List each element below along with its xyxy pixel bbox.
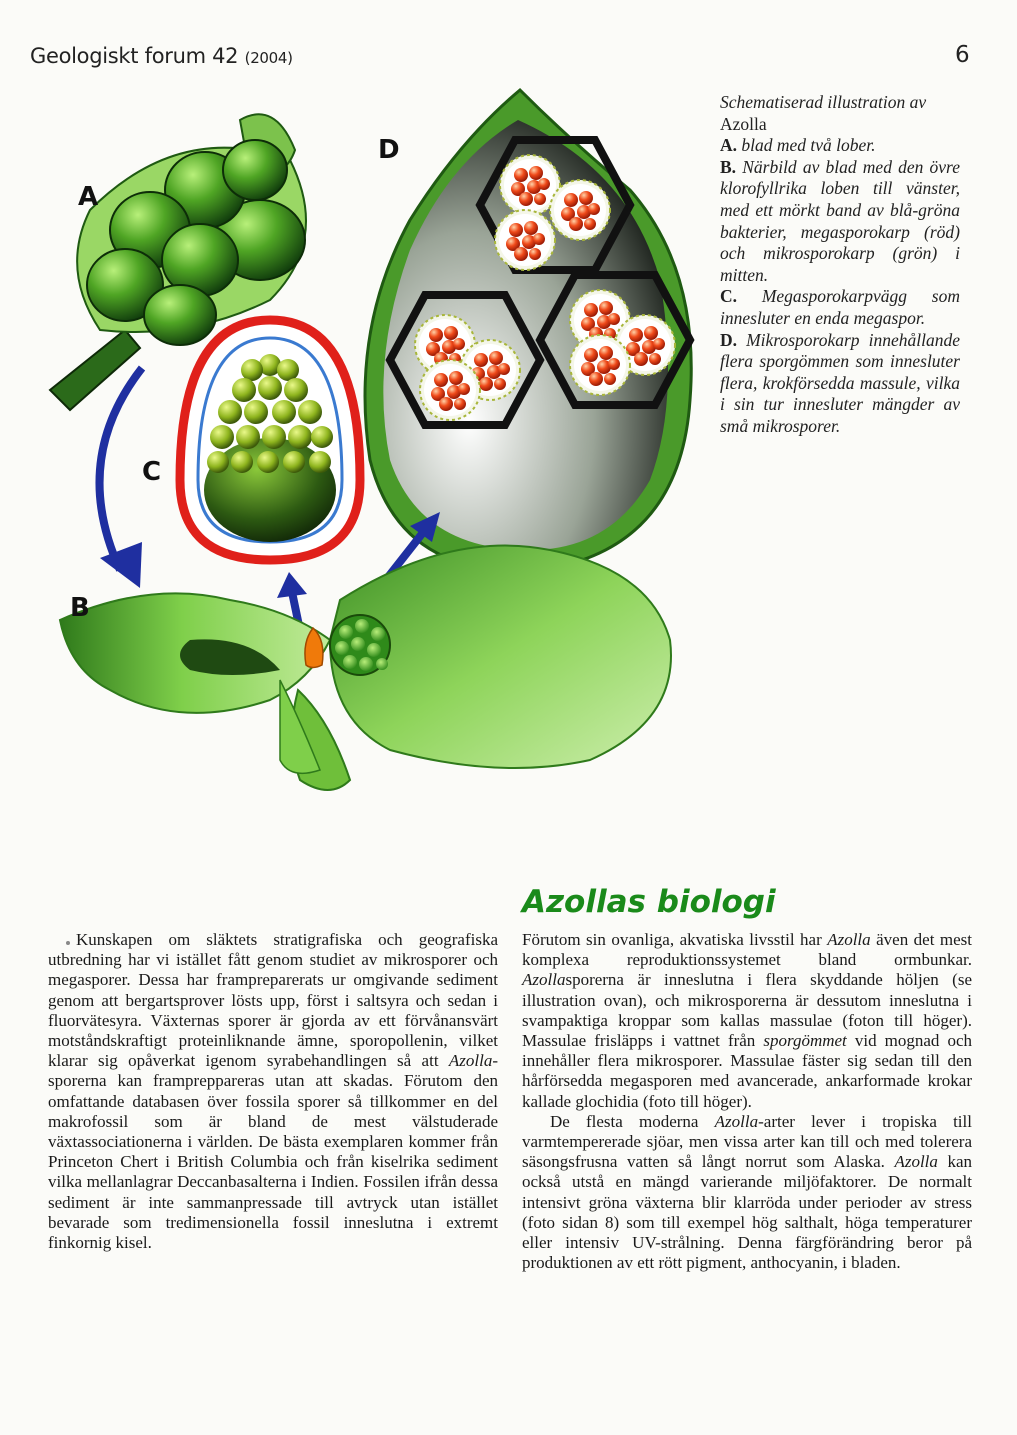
- right-p1-genus-1: Azolla: [827, 930, 871, 949]
- right-column: [522, 930, 972, 1273]
- caption-item-d: [720, 330, 960, 438]
- right-paragraph-1: [522, 930, 972, 1112]
- right-paragraph-2: [522, 1112, 972, 1274]
- right-p2-genus-1: Azolla: [714, 1111, 759, 1131]
- label-b: B: [70, 593, 90, 623]
- journal-name: Geologiskt forum 42: [30, 44, 239, 68]
- arrow-a-to-b: [100, 368, 142, 570]
- left-p1-text-b: -sporerna kan frampreppareras utan att skadas. Förutom den omfattande databasen över fossila sporer så tillkommer en del makrofossil som är bland de mest välstuderade växtassociationerna i världen. De bästa exemplaren kommer från Princeton Chert i British Columbia och från kiselrika sediment vilka mellanlagrar Deccanbasalterna i Indien. Fossilen ifrån dessa sediment är inte sammanpressade till avtryck utan istället bevarade som tredimensionella fossil inneslutna i extremt finkornig kisel.: [48, 1051, 498, 1253]
- right-p1-c: sporerna är inneslutna i flera skyddande höljen (se illustration ovan), och mikrosporerna är dessutom inneslutna i svampaktiga kroppar som kallas massulae (foton till höger). Massulae frisläpps i vattnet från: [522, 970, 972, 1051]
- caption-text-c: Megasporokarpvägg som innesluter en enda megaspor.: [720, 286, 960, 328]
- right-p1-a: Förutom sin ovanliga, akvatiska livsstil har: [522, 930, 828, 949]
- caption-genus: Azolla: [720, 113, 767, 134]
- caption-letter-a: A.: [720, 135, 738, 156]
- journal-year: (2004): [244, 49, 293, 67]
- label-c: C: [142, 457, 162, 487]
- page-number: 6: [955, 42, 970, 68]
- figure-caption: [720, 92, 960, 438]
- leaf-b-drawing: [60, 546, 671, 790]
- caption-letter-b: B.: [720, 156, 737, 177]
- caption-title: Schematiserad illustration av: [720, 92, 927, 112]
- right-p2-b: -arter lever i tropiska till varmtempererade sjöar, men vissa arter kan till och med tolerera säsongsfrusna vatten så långt norrut som Alaska.: [522, 1111, 972, 1172]
- megasporocarp-c-drawing: [180, 320, 360, 560]
- right-p1-term: sporgömmet: [763, 1031, 847, 1051]
- caption-letter-c: C.: [720, 286, 738, 307]
- arrow-a-to-b-head: [100, 542, 142, 588]
- journal-header: [30, 44, 293, 68]
- right-p2-c: kan också utstå en mängd varierande miljöfaktorer. De normalt intensivt gröna växterna blir klarröda under perioder av stress (foto sidan 8) som till exempel hög salthalt, höga temperaturer eller intensiv UV-strålning. Denna färgförändring beror på produktionen av ett rött pigment, anthocyanin, i bladen.: [522, 1152, 973, 1273]
- caption-item-c: [720, 286, 960, 329]
- left-p1-text: Kunskapen om släktets stratigrafiska och geografiska utbredning har vi istället fått genom studiet av mikrosporer och megasporer. Dessa har frampreparerats ur omgivande sediment genom att bergartsprover lösts upp, först i saltsyra och sedan i fluorvätesyra. Växternas sporer är gjorda av ett förvånansvärt motståndskraftigt proteinliknande ämne, sporopollenin, vilket klarar sig opåverkat igenom syrabehandlingen så att: [48, 930, 498, 1071]
- section-title: Azollas biologi: [522, 884, 776, 920]
- left-p1-genus: Azolla: [448, 1051, 493, 1071]
- caption-letter-d: D.: [720, 329, 738, 350]
- right-p1-d: vid mognad och innehåller flera mikrosporer. Massulae fäster sig sedan till den hårförsedda megasporen med avancerade, ankarformade krokar kallade glochidia (foto till höger).: [522, 1031, 972, 1111]
- caption-text-a: blad med två lober.: [737, 135, 876, 156]
- right-p1-genus-2: Azolla: [522, 970, 566, 990]
- right-p2-a: De flesta moderna: [550, 1111, 715, 1131]
- arrow-b-to-c-head: [277, 572, 307, 598]
- label-d: D: [378, 135, 400, 165]
- microsporocarp-d-drawing: [365, 90, 691, 571]
- azolla-illustration: [30, 80, 710, 840]
- caption-text-d: Mikrosporokarp innehållande flera sporgömmen som innesluter flera, krokförsedda massule, vilka i sin tur innesluter mängder av små mikrosporer.: [720, 329, 960, 436]
- left-paragraph-1: [48, 930, 498, 1253]
- caption-text-b: Närbild av blad med den övre klorofyllrika loben till vänster, med ett mörkt band av blå-gröna bakterier, megasporokarp (röd) och mikrosporokarp (grön) i mitten.: [720, 156, 960, 285]
- caption-item-a: [720, 135, 960, 157]
- right-p1-b: även det mest komplexa reproduktionssystemet bland ormbunkar.: [522, 930, 972, 970]
- label-a: A: [78, 182, 99, 212]
- left-column: [48, 930, 498, 1253]
- caption-item-b: [720, 157, 960, 287]
- right-p2-genus-2: Azolla: [894, 1152, 938, 1172]
